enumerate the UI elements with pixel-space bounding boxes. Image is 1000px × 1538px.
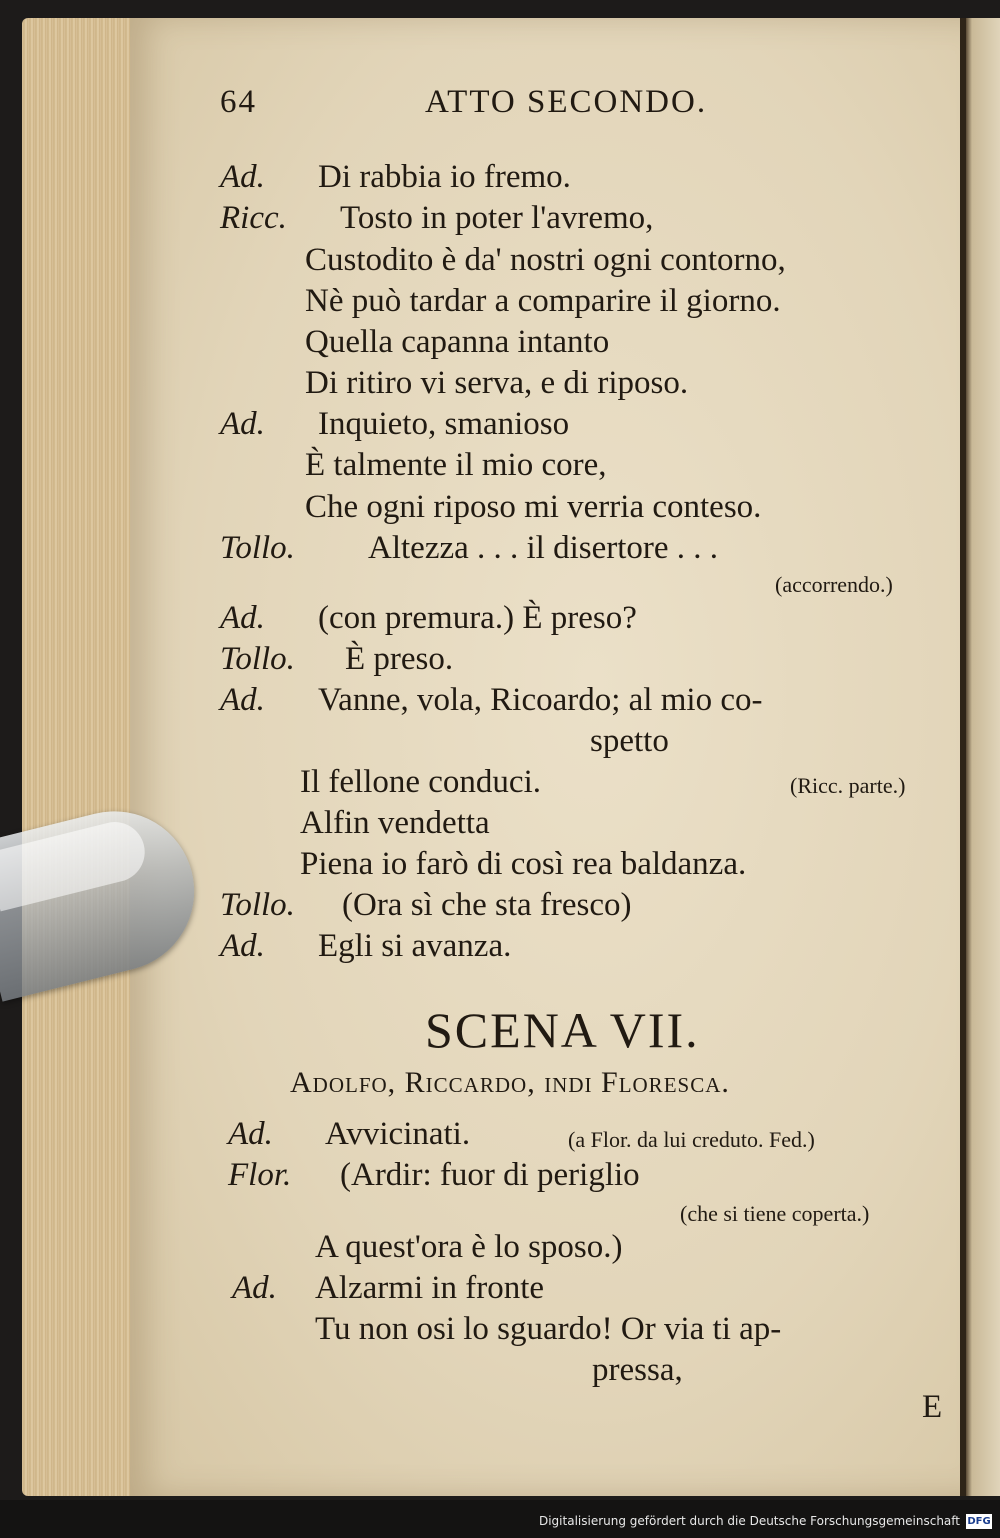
stage-direction: (accorrendo.) bbox=[775, 572, 893, 597]
verse-line: Tosto in poter l'avremo, bbox=[340, 200, 654, 236]
dfg-logo-icon: DFG bbox=[967, 1516, 991, 1527]
verse-line: Alzarmi in fronte bbox=[315, 1270, 545, 1306]
verse-line: Avvicinati. bbox=[325, 1116, 471, 1152]
verse-line: È preso. bbox=[345, 641, 454, 677]
stage-direction: (Ricc. parte.) bbox=[790, 773, 906, 798]
page-number: 64 bbox=[220, 84, 257, 120]
speaker: Ad. bbox=[228, 1116, 273, 1152]
verse-line: Tu non osi lo sguardo! Or via ti ap- bbox=[315, 1311, 782, 1347]
speaker: Ad. bbox=[220, 406, 265, 442]
running-title: ATTO SECONDO. bbox=[425, 84, 708, 120]
verse-line: pressa, bbox=[592, 1352, 683, 1388]
verse-line: Custodito è da' nostri ogni contorno, bbox=[305, 242, 786, 278]
speaker: Flor. bbox=[228, 1157, 292, 1193]
funding-credit: Digitalisierung gefördert durch die Deutsche Forschungsgemeinschaft bbox=[538, 1514, 960, 1528]
verse-line: Inquieto, smanioso bbox=[318, 406, 570, 442]
page-edges bbox=[22, 18, 142, 1496]
footer-bar bbox=[0, 1500, 1000, 1538]
verse-line: A quest'ora è lo sposo.) bbox=[315, 1229, 623, 1265]
speaker: Tollo. bbox=[220, 887, 295, 923]
scene-heading: SCENA VII. bbox=[425, 1002, 700, 1058]
verse-line: Il fellone conduci. bbox=[300, 764, 541, 800]
speaker: Ad. bbox=[220, 600, 265, 636]
verse-line: (Ardir: fuor di periglio bbox=[340, 1157, 640, 1193]
verse-line: Piena io farò di così rea baldanza. bbox=[300, 846, 747, 882]
speaker: Ad. bbox=[220, 928, 265, 964]
verse-line: Nè può tardar a comparire il giorno. bbox=[305, 283, 781, 319]
verse-line: Alfin vendetta bbox=[300, 805, 490, 841]
speaker: Tollo. bbox=[220, 641, 295, 677]
next-page-edge bbox=[966, 18, 1000, 1496]
speaker: Ad. bbox=[232, 1270, 277, 1306]
verse-line: Quella capanna intanto bbox=[305, 324, 610, 360]
speaker: Ad. bbox=[220, 159, 265, 195]
verse-line: Di ritiro vi serva, e di riposo. bbox=[305, 365, 689, 401]
speaker: Ad. bbox=[220, 682, 265, 718]
verse-line: Di rabbia io fremo. bbox=[318, 159, 571, 195]
stage-direction: (a Flor. da lui creduto. Fed.) bbox=[568, 1127, 815, 1152]
verse-line: Egli si avanza. bbox=[318, 928, 512, 964]
verse-line: spetto bbox=[590, 723, 669, 759]
catchword: E bbox=[922, 1389, 943, 1425]
verse-line: È talmente il mio core, bbox=[305, 447, 607, 483]
verse-line: Altezza . . . il disertore . . . bbox=[368, 530, 719, 566]
verse-line: (Ora sì che sta fresco) bbox=[342, 887, 632, 923]
speaker: Tollo. bbox=[220, 530, 295, 566]
stage-direction: (che si tiene coperta.) bbox=[680, 1201, 870, 1226]
verse-line: Che ogni riposo mi verria conteso. bbox=[305, 489, 762, 525]
verse-line: (con premura.) È preso? bbox=[318, 600, 637, 636]
speaker: Ricc. bbox=[220, 200, 287, 236]
verse-line: Vanne, vola, Ricoardo; al mio co- bbox=[318, 682, 763, 718]
scene-cast: Adolfo, Riccardo, indi Floresca. bbox=[290, 1066, 730, 1099]
